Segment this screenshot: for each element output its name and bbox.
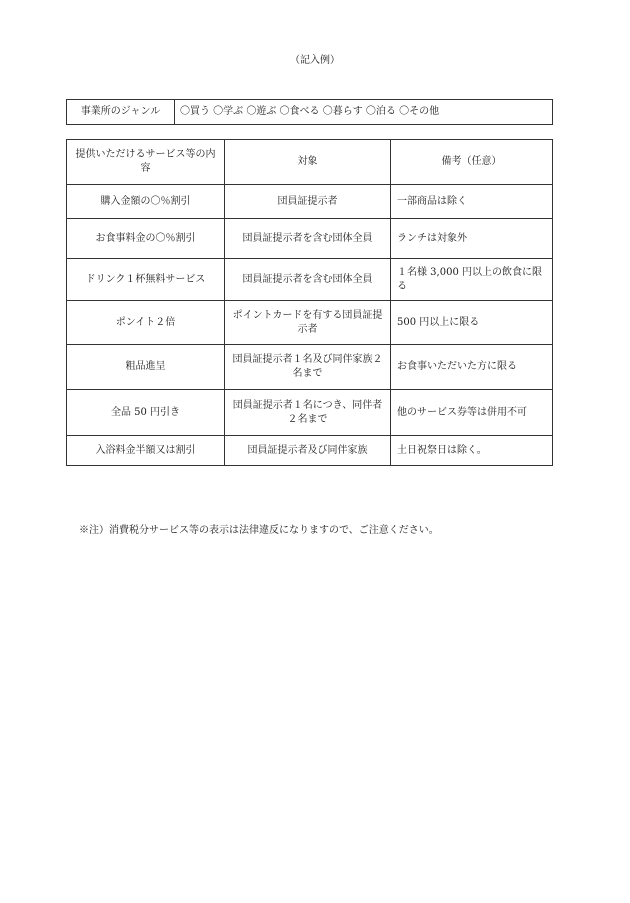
service-cell: 全品 50 円引き bbox=[67, 390, 225, 436]
remarks-cell: 土日祝祭日は除く。 bbox=[391, 436, 553, 466]
genre-label: 事業所のジャンル bbox=[67, 100, 175, 125]
genre-row bbox=[67, 100, 553, 125]
services-table bbox=[66, 139, 553, 466]
target-cell: 団員証提示者 bbox=[225, 185, 391, 219]
service-cell: お食事料金の〇％割引 bbox=[67, 219, 225, 259]
genre-table bbox=[66, 99, 553, 125]
service-cell: 粗品進呈 bbox=[67, 345, 225, 390]
genre-options: 〇買う 〇学ぶ 〇遊ぶ 〇食べる 〇暮らす 〇泊る 〇その他 bbox=[175, 100, 553, 125]
header-target: 対象 bbox=[225, 140, 391, 185]
remarks-cell: 500 円以上に限る bbox=[391, 301, 553, 345]
table-row bbox=[67, 219, 553, 259]
service-cell: 購入金額の〇％割引 bbox=[67, 185, 225, 219]
target-cell: 団員証提示者１名につき、同伴者２名まで bbox=[225, 390, 391, 436]
remarks-cell: ランチは対象外 bbox=[391, 219, 553, 259]
footnote: ※注）消費税分サービス等の表示は法律違反になりますので、ご注意ください。 bbox=[79, 525, 439, 536]
table-row bbox=[67, 259, 553, 301]
service-cell: 入浴料金半額又は割引 bbox=[67, 436, 225, 466]
target-cell: 団員証提示者を含む団体全員 bbox=[225, 219, 391, 259]
table-row bbox=[67, 345, 553, 390]
target-cell: 団員証提示者及び同伴家族 bbox=[225, 436, 391, 466]
remarks-cell: 一部商品は除く bbox=[391, 185, 553, 219]
remarks-cell: 他のサービス券等は併用不可 bbox=[391, 390, 553, 436]
page-title: （記入例） bbox=[290, 55, 340, 66]
remarks-cell: お食事いただいた方に限る bbox=[391, 345, 553, 390]
target-cell: 団員証提示者１名及び同伴家族２名まで bbox=[225, 345, 391, 390]
table-row bbox=[67, 185, 553, 219]
table-header-row bbox=[67, 140, 553, 185]
target-cell: ポイントカードを有する団員証提示者 bbox=[225, 301, 391, 345]
service-cell: ポンイト２倍 bbox=[67, 301, 225, 345]
service-cell: ドリンク１杯無料サービス bbox=[67, 259, 225, 301]
table-row bbox=[67, 436, 553, 466]
header-service: 提供いただけるサービス等の内容 bbox=[67, 140, 225, 185]
header-remarks: 備考（任意） bbox=[391, 140, 553, 185]
table-row bbox=[67, 301, 553, 345]
table-row bbox=[67, 390, 553, 436]
target-cell: 団員証提示者を含む団体全員 bbox=[225, 259, 391, 301]
remarks-cell: １名様 3,000 円以上の飲食に限る bbox=[391, 259, 553, 301]
